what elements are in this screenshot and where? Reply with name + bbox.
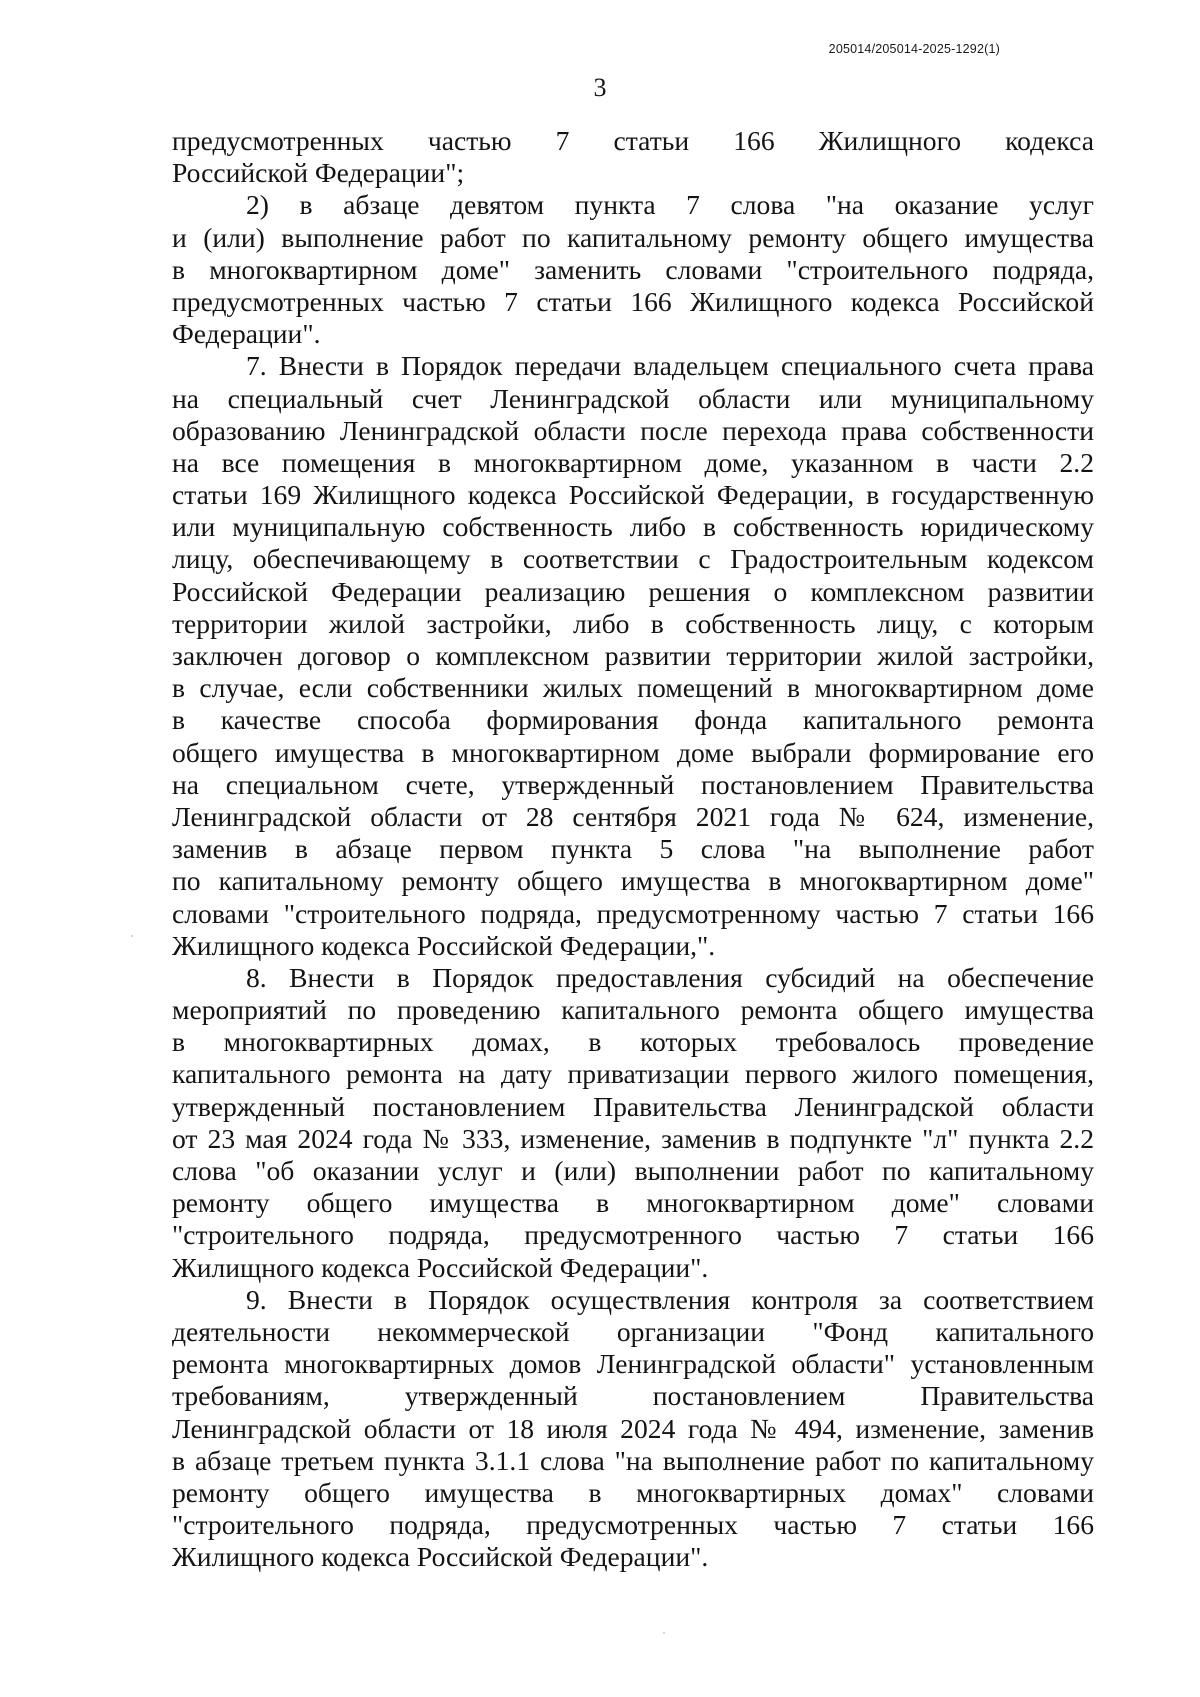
text-line: мероприятий по проведению капитального ремонта общего имущества xyxy=(172,994,1094,1026)
text-line: ремонту общего имущества в многоквартирном доме" словами xyxy=(172,1187,1094,1219)
text-line: Жилищного кодекса Российской Федерации". xyxy=(172,1251,709,1283)
text-line: Российской Федерации"; xyxy=(172,157,465,189)
text-line: капитального ремонта на дату приватизации первого жилого помещения, xyxy=(172,1058,1094,1090)
text-line: на все помещения в многоквартирном доме, указанном в части 2.2 xyxy=(172,446,1094,478)
scan-speck xyxy=(131,935,133,937)
text-line: ремонту общего имущества в многоквартирных домах" словами xyxy=(172,1476,1094,1508)
text-line: статьи 169 Жилищного кодекса Российской Федерации, в государственную xyxy=(172,479,1094,511)
text-line: территории жилой застройки, либо в собственность лицу, с которым xyxy=(172,607,1094,639)
document-code: 205014/205014-2025-1292(1) xyxy=(828,42,1000,56)
text-line: на специальный счет Ленинградской области или муниципальному xyxy=(172,382,1094,414)
text-line: ремонта многоквартирных домов Ленинградской области" установленным xyxy=(172,1348,1094,1380)
text-line: утвержденный постановлением Правительства Ленинградской области xyxy=(172,1090,1094,1122)
scan-speck xyxy=(663,1632,665,1634)
text-line: образованию Ленинградской области после перехода права собственности xyxy=(172,414,1094,446)
text-line: в многоквартирных домах, в которых требовалось проведение xyxy=(172,1026,1094,1058)
text-line: Жилищного кодекса Российской Федерации,". xyxy=(172,929,716,961)
text-line: в случае, если собственники жилых помещений в многоквартирном доме xyxy=(172,672,1094,704)
text-line: лицу, обеспечивающему в соответствии с Градостроительным кодексом xyxy=(172,543,1094,575)
text-line: 9. Внести в Порядок осуществления контроля за соответствием xyxy=(246,1283,1094,1315)
text-line: Ленинградской области от 28 сентября 2021 года № 624, изменение, xyxy=(172,800,1094,832)
text-line: предусмотренных частью 7 статьи 166 Жилищного кодекса xyxy=(172,125,1094,156)
text-line: или муниципальную собственность либо в собственность юридическому xyxy=(172,511,1094,543)
document-body xyxy=(172,125,1094,1573)
text-line: 2) в абзаце девятом пункта 7 слова "на оказание услуг xyxy=(246,189,1094,221)
text-line: от 23 мая 2024 года № 333, изменение, заменив в подпункте "л" пункта 2.2 xyxy=(172,1122,1094,1154)
text-line: деятельности некоммерческой организации "Фонд капитального xyxy=(172,1315,1094,1347)
text-line: общего имущества в многоквартирном доме выбрали формирование его xyxy=(172,736,1094,768)
text-line: Ленинградской области от 18 июля 2024 года № 494, изменение, заменив xyxy=(172,1412,1094,1444)
text-line: 8. Внести в Порядок предоставления субсидий на обеспечение xyxy=(246,961,1094,993)
text-line: заключен договор о комплексном развитии территории жилой застройки, xyxy=(172,640,1094,671)
text-line: словами "строительного подряда, предусмотренному частью 7 статьи 166 xyxy=(172,897,1094,929)
text-line: предусмотренных частью 7 статьи 166 Жилищного кодекса Российской xyxy=(172,285,1094,317)
text-line: 7. Внести в Порядок передачи владельцем специального счета права xyxy=(246,350,1094,382)
text-line: слова "об оказании услуг и (или) выполнении работ по капитальному xyxy=(172,1155,1094,1186)
text-line: в многоквартирном доме" заменить словами "строительного подряда, xyxy=(172,253,1094,285)
text-line: "строительного подряда, предусмотренного частью 7 статьи 166 xyxy=(172,1219,1094,1251)
text-line: Российской Федерации реализацию решения о комплексном развитии xyxy=(172,575,1094,607)
text-line: заменив в абзаце первом пункта 5 слова "на выполнение работ xyxy=(172,833,1094,865)
text-line: на специальном счете, утвержденный постановлением Правительства xyxy=(172,768,1094,800)
page-number: 3 xyxy=(593,73,607,102)
text-line: по капитальному ремонту общего имущества в многоквартирном доме" xyxy=(172,865,1094,897)
text-line: в абзаце третьем пункта 3.1.1 слова "на выполнение работ по капитальному xyxy=(172,1444,1094,1476)
text-line: "строительного подряда, предусмотренных частью 7 статьи 166 xyxy=(172,1509,1094,1541)
text-line: требованиям, утвержденный постановлением Правительства xyxy=(172,1380,1094,1412)
text-line: и (или) выполнение работ по капитальному ремонту общего имущества xyxy=(172,221,1094,253)
text-line: Жилищного кодекса Российской Федерации". xyxy=(172,1541,709,1573)
text-line: в качестве способа формирования фонда капитального ремонта xyxy=(172,704,1094,736)
text-line: Федерации". xyxy=(172,318,321,350)
